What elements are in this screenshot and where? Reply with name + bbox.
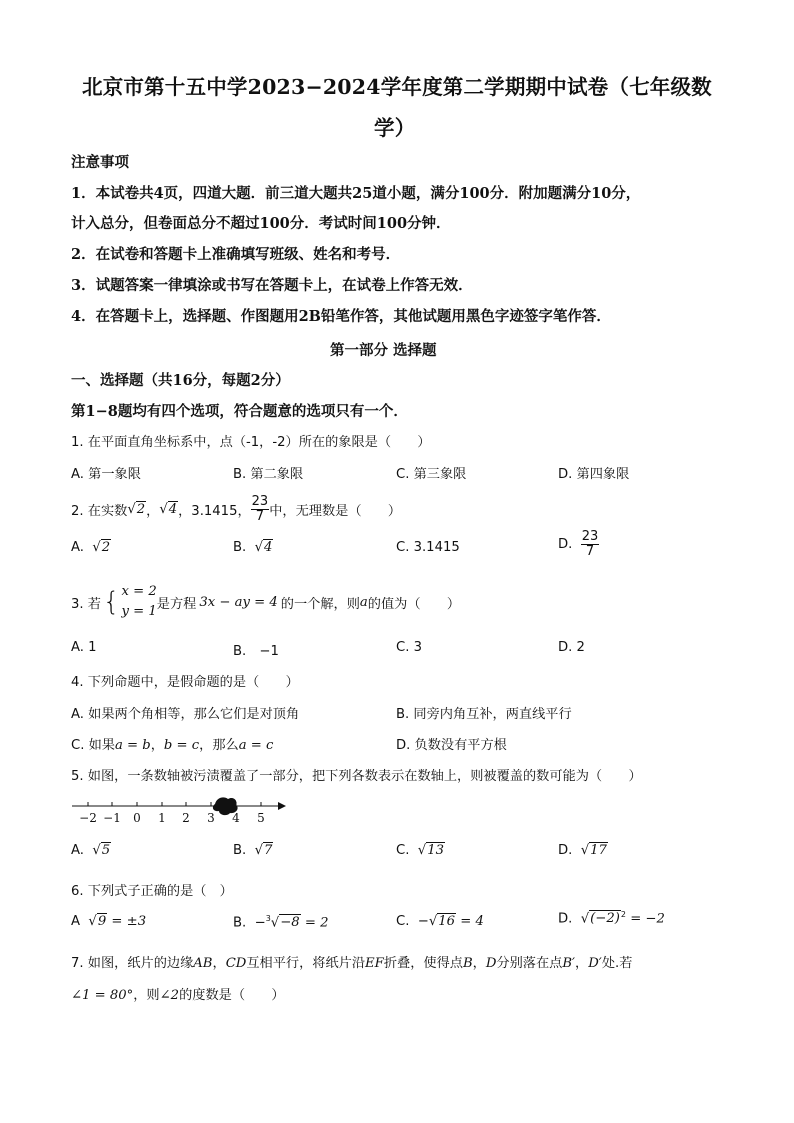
q3-option-b: B. −1: [233, 644, 279, 659]
tick-label: 4: [232, 811, 240, 825]
q5-c-rad: 13: [427, 843, 444, 858]
q2-d-den: 7: [585, 543, 595, 559]
q6-b-pre: −: [254, 915, 266, 931]
q6-option-a: A √9 = ±3: [71, 914, 147, 929]
q4-c-m2: b = c: [163, 738, 200, 753]
tick-label: 1: [158, 811, 166, 825]
q2-text-mid: ，3.1415，: [178, 503, 251, 519]
ink-stain: [213, 797, 238, 815]
q7-pre: 7. 如图，纸片的边缘: [71, 956, 194, 971]
notice-item-1: 1．本试卷共4页，四道大题．前三道大题共25道小题，满分100分．附加题满分10分，: [71, 185, 641, 202]
q7-sep: ，: [212, 956, 226, 971]
q2-d-label: D.: [558, 536, 573, 552]
q2-text-pre: 2. 在实数: [71, 503, 128, 519]
question-7-stem: [71, 952, 632, 971]
q1-option-c: C. 第三象限: [396, 467, 467, 482]
q2-d-num: 23: [581, 529, 599, 544]
page-title: 北京市第十五中学2023−2024学年度第二学期期中试卷（七年级数: [82, 75, 712, 99]
q7-post: 处.若: [601, 956, 633, 971]
question-1-stem: 1. 在平面直角坐标系中，点（-1，-2）所在的象限是（ ）: [71, 435, 431, 450]
q5-d-rad: 17: [590, 843, 607, 858]
q2-text-post: 中，无理数是（ ）: [269, 503, 402, 519]
q7-sep2: ，: [472, 956, 486, 971]
tick-label: −1: [103, 811, 121, 825]
q6-c-label: C.: [396, 914, 410, 929]
q3-option-c: C. 3: [396, 640, 422, 655]
arrow-right-icon: [278, 802, 286, 810]
q5-d-label: D.: [558, 843, 573, 858]
q7-b2: B′: [562, 956, 576, 971]
q6-a-label: A: [71, 914, 81, 929]
tick-label: 0: [133, 811, 141, 825]
q2-rad1: 2: [136, 501, 146, 517]
q2-d-fraction: [581, 530, 600, 558]
section-instruction: 第1−8题均有四个选项，符合题意的选项只有一个．: [71, 403, 408, 420]
q4-option-c: [71, 734, 273, 753]
q2-option-b: B. √4: [233, 540, 273, 555]
q3-equation: 3x − ay = 4: [199, 594, 278, 610]
q6-d-rhs: = −2: [630, 911, 665, 927]
q7-line2-mid: ，则: [133, 988, 160, 1003]
q2-a-rad: 2: [101, 540, 111, 555]
q3-var: a: [359, 594, 368, 610]
tick-label: −2: [79, 811, 97, 825]
q1-option-d: D. 第四象限: [558, 467, 630, 482]
q5-b-label: B.: [233, 843, 247, 858]
fraction-23-7: [251, 495, 270, 523]
q6-option-d: D. $√(-2)^2 = -2$: [558, 910, 665, 927]
q7-angle2: ∠2: [159, 988, 180, 1003]
q6-b-label: B.: [233, 915, 247, 931]
q6-b-rad: −8: [280, 915, 300, 931]
q4-option-a: A. 如果两个角相等，那么它们是对顶角: [71, 707, 300, 722]
q7-mid3: 分别落在点: [496, 956, 563, 971]
q7-b: B: [462, 956, 473, 971]
q4-option-d: D. 负数没有平方根: [396, 738, 507, 753]
frac-num: 23: [251, 493, 269, 509]
q4-c-mid: ，那么: [199, 738, 239, 753]
q2-option-d: [558, 530, 599, 558]
q1-option-a: A. 第一象限: [71, 467, 141, 482]
notice-item-3: 3．试题答案一律填涂或书写在答题卡上，在试卷上作答无效．: [71, 277, 473, 294]
q5-c-label: C.: [396, 843, 410, 858]
q6-option-c: C. −√16 = 4: [396, 914, 484, 929]
tick-label: 5: [257, 811, 265, 825]
sqrt-2: √2: [127, 501, 146, 517]
frac-den: 7: [255, 508, 265, 524]
q4-c-m1: a = b: [114, 738, 151, 753]
q6-c-pre: −: [417, 914, 429, 929]
q6-c-rad: 16: [438, 914, 456, 929]
question-3-stem: [71, 580, 460, 624]
notice-item-2: 2．在试卷和答题卡上准确填写班级、姓名和考号．: [71, 246, 401, 263]
q7-d: D: [485, 956, 497, 971]
q2-option-a: A. √2: [71, 540, 111, 555]
q6-d-exp: 2: [620, 910, 626, 919]
question-4-stem: 4. 下列命题中，是假命题的是（ ）: [71, 675, 299, 690]
q5-a-rad: 5: [101, 843, 111, 858]
q7-mid2: 折叠，使得点: [383, 956, 463, 971]
brace-icon: {: [102, 587, 120, 617]
question-5-stem: 5. 如图，一条数轴被污渍覆盖了一部分，把下列各数表示在数轴上，则被覆盖的数可能为（ ）: [71, 769, 642, 784]
q6-b-rhs: = 2: [304, 915, 329, 931]
q2-sep: ，: [146, 503, 160, 519]
number-line-figure: [68, 792, 288, 828]
equation-system: [122, 582, 157, 622]
notice-item-4: 4．在答题卡上，选择题、作图题用2B铅笔作答，其他试题用黑色字迹签字笔作答．: [71, 308, 611, 325]
q7-angle1: ∠1 = 80°: [71, 988, 134, 1003]
q7-sep3: ，: [575, 956, 589, 971]
q3-text-post1: 的一个解，则: [280, 596, 360, 612]
section-heading: 一、选择题（共16分，每题2分）: [71, 372, 290, 389]
notice-heading: 注意事项: [71, 154, 129, 171]
q1-option-b: B. 第二象限: [233, 467, 304, 482]
q6-c-rhs: = 4: [460, 914, 484, 929]
q5-b-rad: 7: [264, 843, 273, 858]
q7-d2: D′: [588, 956, 602, 971]
q3-option-a: A. 1: [71, 640, 97, 655]
q5-option-c: C. √13: [396, 843, 444, 858]
page-title-continued: 学）: [374, 116, 416, 140]
tick-label: 3: [207, 811, 215, 825]
q2-b-rad: 4: [264, 540, 273, 555]
q3-text-post2: 的值为（ ）: [367, 596, 461, 612]
part-title: 第一部分 选择题: [330, 342, 437, 359]
question-2-stem: [71, 490, 401, 528]
q7-ef: EF: [365, 956, 384, 971]
q6-a-rhs: = ±3: [111, 914, 147, 929]
tick-label: 2: [182, 811, 190, 825]
q6-option-b: B. −$^3$√−8 = 2: [233, 914, 329, 931]
q3-text-pre: 3. 若: [71, 596, 101, 612]
q3-option-d: D. 2: [558, 640, 585, 655]
q6-d-rad: (−2): [590, 911, 620, 927]
q2-b-label: B.: [233, 540, 247, 555]
q4-option-b: B. 同旁内角互补，两直线平行: [396, 707, 572, 722]
q4-c-pre: C. 如果: [71, 738, 115, 753]
q7-mid: 互相平行，将纸片沿: [246, 956, 366, 971]
eq-x: x = 2: [121, 584, 157, 599]
tick-labels: [79, 811, 265, 825]
q3-text-mid: 是方程: [156, 596, 197, 612]
q5-a-label: A.: [71, 843, 84, 858]
sqrt-4: √4: [159, 501, 178, 517]
question-6-stem: 6. 下列式子正确的是（ ）: [71, 884, 233, 899]
notice-item-1-cont: 计入总分，但卷面总分不超过100分．考试时间100分钟．: [71, 215, 451, 232]
eq-y: y = 1: [121, 604, 157, 619]
q6-d-label: D.: [558, 911, 573, 927]
q6-b-index: 3: [265, 914, 271, 923]
q5-option-a: A. √5: [71, 843, 111, 858]
q7-ab: AB: [193, 956, 213, 971]
q2-a-label: A.: [71, 540, 84, 555]
q7-line2-post: 的度数是（ ）: [179, 988, 285, 1003]
q4-c-sep: ，: [150, 738, 164, 753]
q5-option-d: D. √17: [558, 843, 607, 858]
q5-option-b: B. √7: [233, 843, 273, 858]
q2-rad2: 4: [168, 501, 178, 517]
question-7-stem-cont: [71, 984, 285, 1003]
q6-a-rad: 9: [97, 914, 107, 929]
q2-option-c: C. 3.1415: [396, 540, 460, 555]
q7-cd: CD: [225, 956, 247, 971]
q4-c-m3: a = c: [238, 738, 274, 753]
